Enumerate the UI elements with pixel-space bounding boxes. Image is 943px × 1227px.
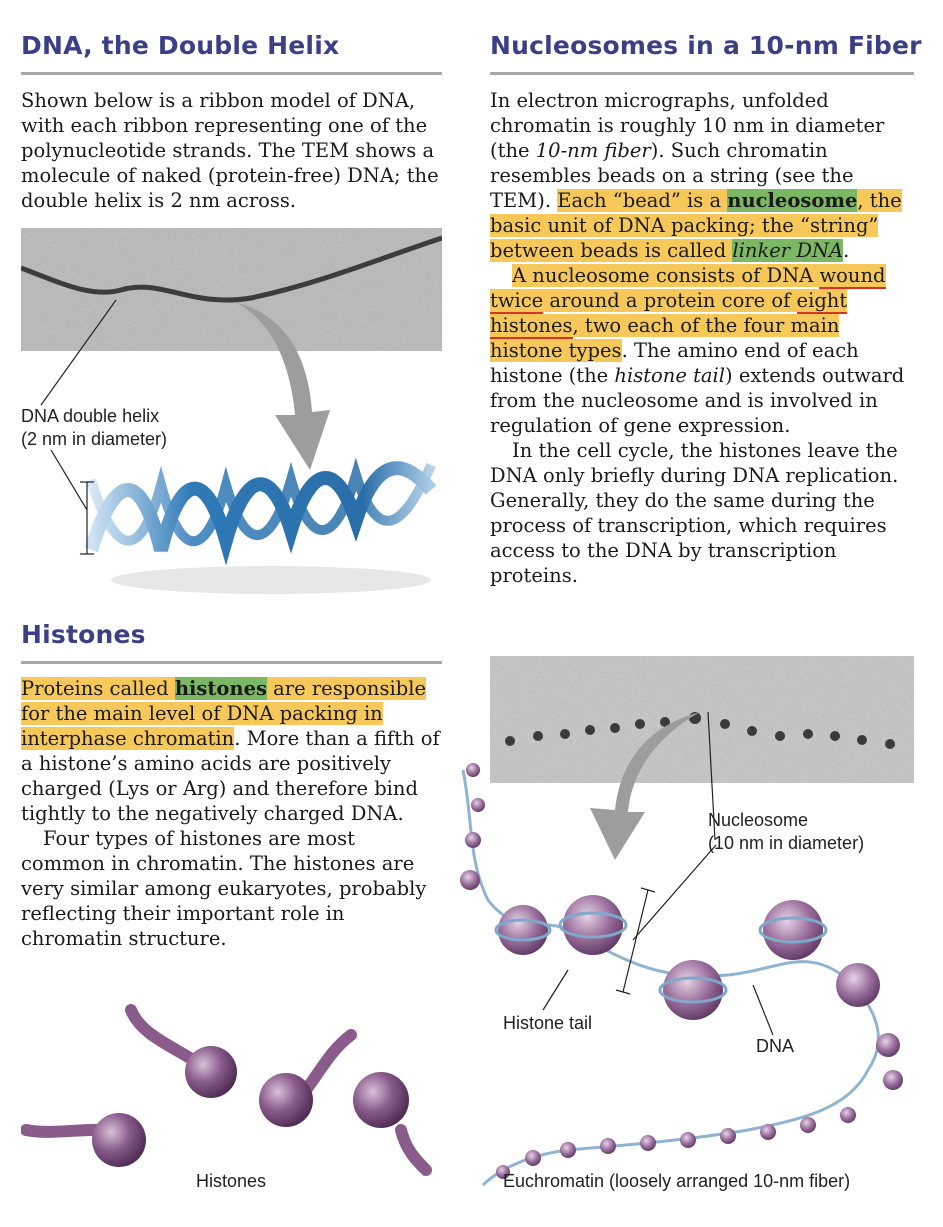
- histone-tail-label: Histone tail: [503, 1013, 593, 1033]
- p2-underline-a: wound twice: [490, 264, 886, 312]
- histones-caption: Histones: [196, 1171, 267, 1191]
- p1-mid: ). Such chromatin resembles beads on a string (see the TEM).: [490, 139, 854, 212]
- p2-underline-b: eight histones: [490, 289, 848, 337]
- nucleosomes-heading-rule: [490, 72, 914, 75]
- p1-highlight-b: , the basic unit of DNA packing; the “string” between beads is called: [490, 189, 902, 262]
- histones-heading: Histones: [21, 620, 146, 649]
- p2-highlight-b: around a protein core of: [543, 289, 797, 312]
- p2-italic-term: histone tail: [614, 364, 726, 387]
- dna-label-line-2: (2 nm in diameter): [21, 429, 168, 449]
- nucleosome-label-line-2: (10 nm in diameter): [708, 833, 865, 853]
- histones-p1-highlight-b: are responsible for the main level of DNA packing in interphase chromatin: [21, 677, 426, 750]
- nucleosome-label-line-1: Nucleosome: [708, 810, 809, 830]
- histones-heading-rule: [21, 661, 442, 664]
- p1-intro: In electron micrographs, unfolded chromatin is roughly 10 nm in diameter (the: [490, 89, 885, 162]
- histones-term: histones: [174, 677, 267, 700]
- nucleosomes-heading: Nucleosomes in a 10-nm Fiber: [490, 31, 922, 60]
- dna-heading: DNA, the Double Helix: [21, 31, 340, 60]
- euchromatin-caption: Euchromatin (loosely arranged 10-nm fiber): [503, 1171, 851, 1191]
- dna-heading-rule: [21, 72, 442, 75]
- dna-paragraph: [21, 88, 441, 213]
- dna-label-leader: [21, 300, 141, 410]
- dna-double-helix-label: [21, 405, 167, 451]
- dna-text: Shown below is a ribbon model of DNA, with each ribbon representing one of the polynucleotide strands. The TEM shows a molecule of naked (protein-free) DNA; the double helix is 2 nm across.: [21, 89, 439, 212]
- nucleosomes-p3: In the cell cycle, the histones leave the DNA only briefly during DNA replication. Generally, they do the same during the process of transcription, which requires access to the DNA by transcription proteins.: [490, 439, 899, 587]
- histone-molecules-illustration: [21, 990, 451, 1190]
- histones-p1: [21, 676, 441, 826]
- dna-helix-model: [21, 450, 442, 610]
- nucleosome-label: [708, 809, 864, 855]
- p2-highlight-a: A nucleosome consists of DNA: [512, 264, 820, 287]
- nucleosome-term: nucleosome: [727, 189, 858, 212]
- dna-label-line-1: DNA double helix: [21, 406, 160, 426]
- p1-end: .: [843, 239, 850, 262]
- histones-p1-highlight-a: Proteins called: [21, 677, 175, 700]
- nucleosomes-paragraphs: [490, 88, 910, 588]
- p2-rest-b: ) extends outward from the nucleosome and is involved in regulation of gene expression.: [490, 364, 905, 437]
- linker-dna-term: linker DNA: [732, 239, 844, 262]
- histones-p1-rest: . More than a fifth of a histone’s amino acids are positively charged (Lys or Arg) and therefore bind tightly to the negatively charged DNA.: [21, 727, 440, 825]
- p1-italic-term: 10-nm fiber: [535, 139, 651, 162]
- p1-highlight-a: Each “bead” is a: [557, 189, 728, 212]
- nucleosomes-p1: [490, 88, 910, 263]
- histones-p2: Four types of histones are most common in chromatin. The histones are very similar among eukaryotes, probably reflecting their important role in chromatin structure.: [21, 827, 427, 950]
- dna-label: DNA: [756, 1036, 795, 1056]
- histones-paragraphs: [21, 676, 441, 951]
- nucleosomes-p2: [490, 263, 910, 438]
- p2-rest-a: . The amino end of each histone (the: [490, 339, 859, 387]
- p2-highlight-c: , two each of the four main histone types: [490, 314, 840, 362]
